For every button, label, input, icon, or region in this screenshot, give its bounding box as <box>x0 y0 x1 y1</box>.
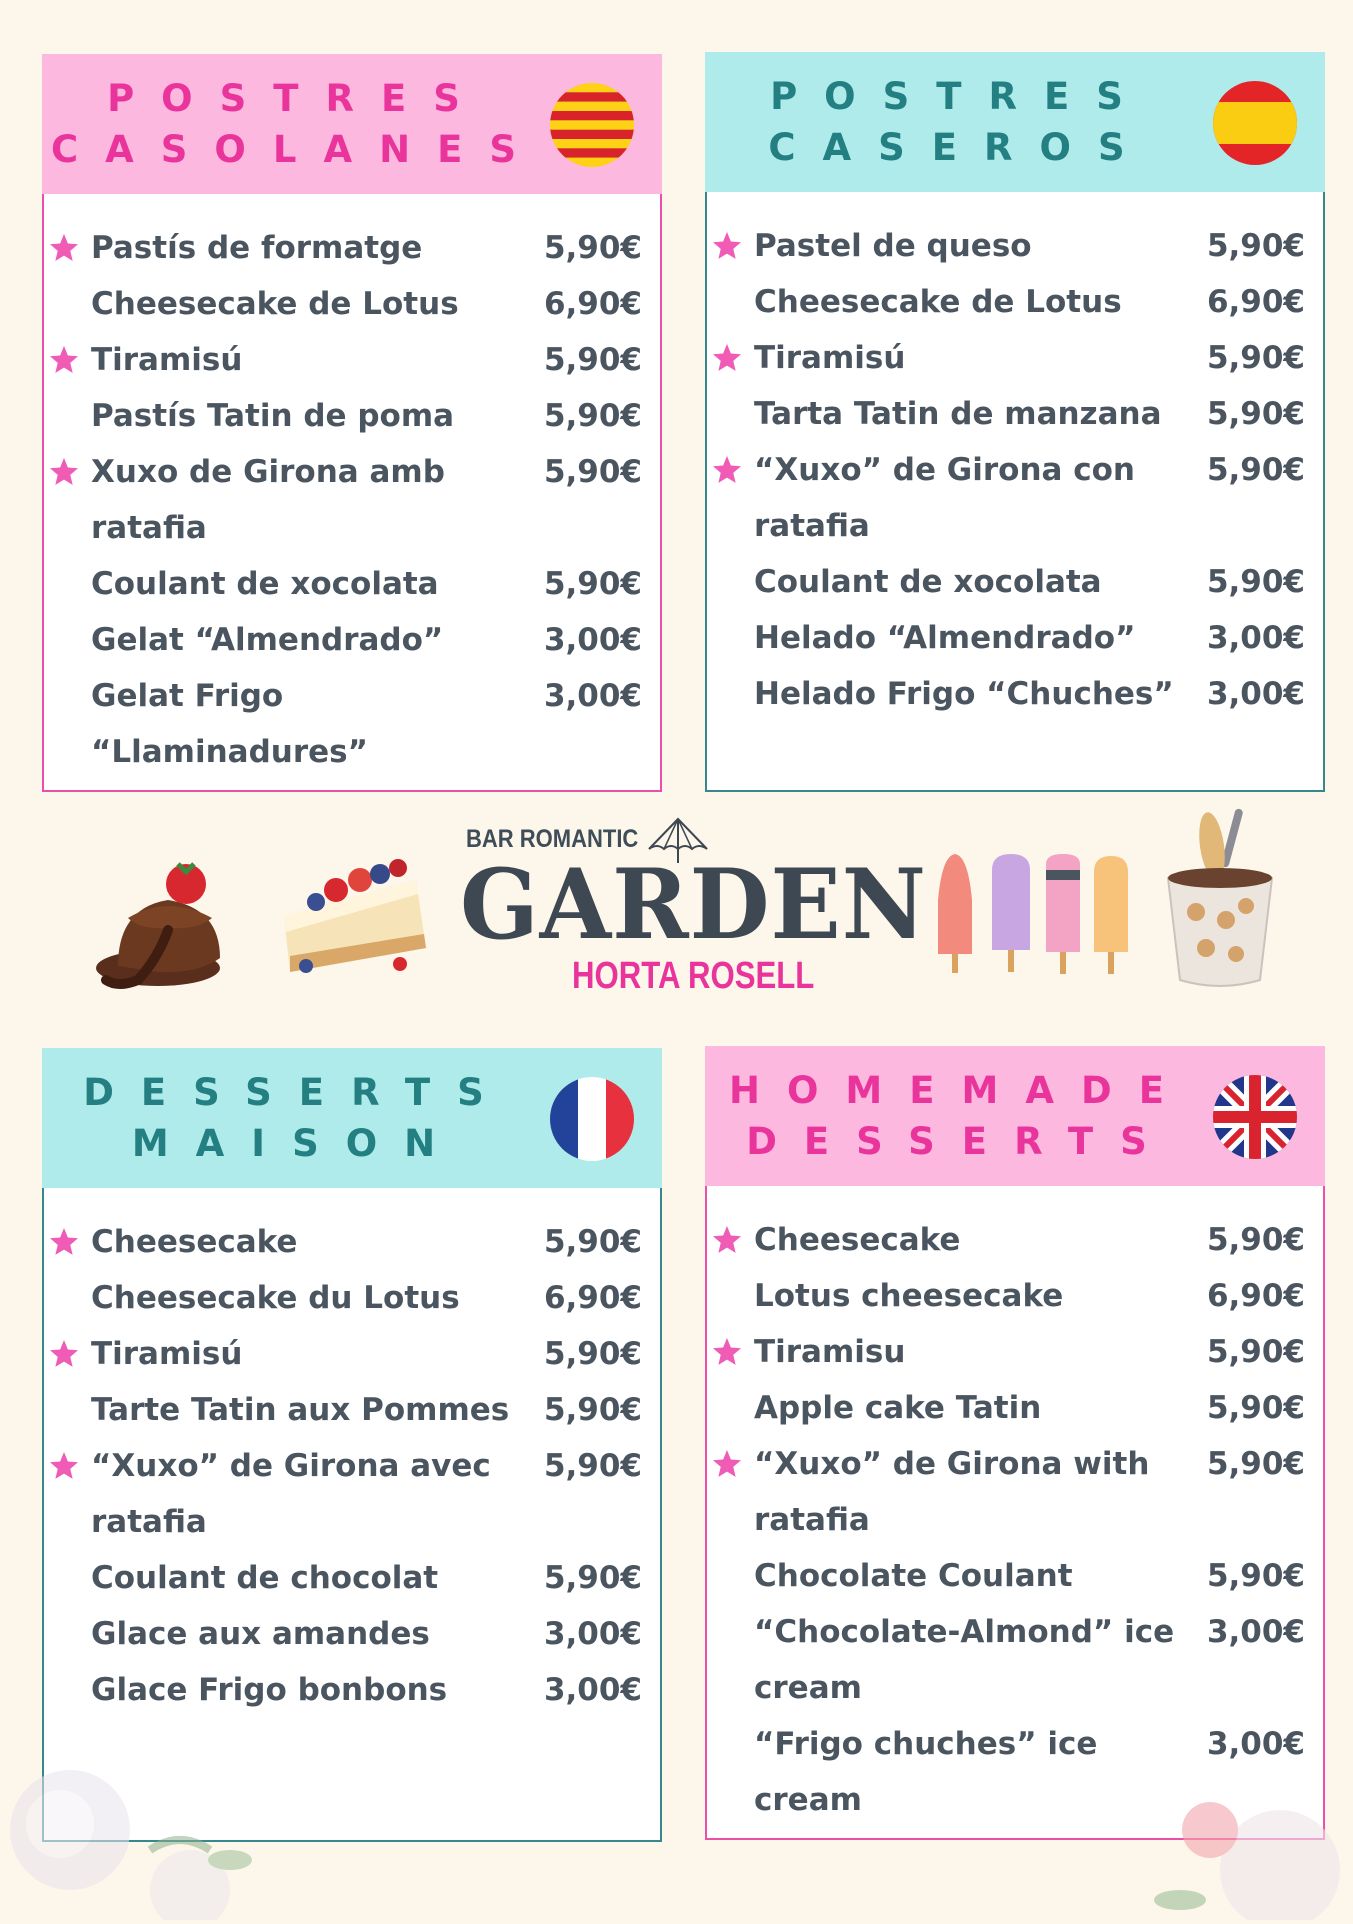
roses-decoration-icon <box>1150 1790 1353 1920</box>
menu-item-price: 5,90€ <box>1206 564 1305 600</box>
menu-item-price: 5,90€ <box>543 1392 642 1428</box>
menu-item-name: Tarte Tatin aux Pommes <box>91 1392 510 1428</box>
brand-subtitle: HORTA ROSELL <box>572 955 815 997</box>
menu-item-price: 3,00€ <box>543 622 642 658</box>
menu-item <box>707 1380 1323 1436</box>
menu-item-price: 5,90€ <box>1206 1390 1305 1426</box>
star-icon <box>48 456 80 488</box>
menu-item-name: “Chocolate-Almond” ice cream <box>754 1614 1175 1706</box>
menu-item-name: Coulant de chocolat <box>91 1560 439 1596</box>
brand-top-text: BAR ROMANTIC <box>466 825 639 853</box>
menu-item-name: Tiramisú <box>91 342 243 378</box>
menu-item-name: “Frigo chuches” ice cream <box>754 1726 1098 1818</box>
menu-item-name: Coulant de xocolata <box>91 566 439 602</box>
menu-item-price: 5,90€ <box>1206 396 1305 432</box>
panel-title-line1: HOMEMADE <box>729 1069 1191 1112</box>
menu-item-name: Lotus cheesecake <box>754 1278 1064 1314</box>
menu-item <box>44 1214 660 1270</box>
menu-item <box>44 276 660 332</box>
tiramisu-cup-icon <box>1160 802 1280 992</box>
menu-panel-catalan <box>42 54 662 792</box>
menu-item-name: Xuxo de Girona amb ratafia <box>91 454 445 546</box>
menu-item <box>44 220 660 276</box>
star-icon <box>48 1226 80 1258</box>
star-icon <box>48 232 80 264</box>
menu-item-name: Chocolate Coulant <box>754 1558 1073 1594</box>
star-icon <box>48 1338 80 1370</box>
french-flag-icon <box>550 1077 634 1161</box>
menu-item-name: “Xuxo” de Girona con ratafia <box>754 452 1135 544</box>
star-icon <box>711 454 743 486</box>
menu-item-name: “Xuxo” de Girona avec ratafia <box>91 1448 491 1540</box>
menu-item <box>44 1438 660 1550</box>
menu-item-name: Gelat Frigo “Llaminadures” <box>91 678 368 770</box>
spanish-flag-icon <box>1213 81 1297 165</box>
berry-cheesecake-icon <box>276 836 432 986</box>
menu-item-price: 6,90€ <box>1206 284 1305 320</box>
panel-header <box>42 1048 662 1188</box>
menu-item-price: 5,90€ <box>1206 1446 1305 1482</box>
menu-item-price: 5,90€ <box>1206 340 1305 376</box>
menu-panel-french <box>42 1048 662 1842</box>
menu-item <box>707 554 1323 610</box>
menu-item-name: Pastís Tatin de poma <box>91 398 455 434</box>
menu-item-price: 5,90€ <box>1206 1334 1305 1370</box>
menu-item <box>44 332 660 388</box>
menu-item-name: Glace aux amandes <box>91 1616 430 1652</box>
popsicles-icon <box>928 850 1138 975</box>
menu-item <box>707 1324 1323 1380</box>
menu-item-name: Pastel de queso <box>754 228 1032 264</box>
menu-item-price: 5,90€ <box>1206 1222 1305 1258</box>
menu-item-name: Coulant de xocolata <box>754 564 1102 600</box>
panel-title-line2: CASEROS <box>768 126 1152 169</box>
menu-item <box>707 386 1323 442</box>
menu-item <box>44 668 660 780</box>
panel-header <box>705 52 1325 192</box>
menu-item-price: 5,90€ <box>1206 228 1305 264</box>
menu-item <box>707 274 1323 330</box>
menu-item <box>44 612 660 668</box>
menu-item-name: Tiramisu <box>754 1334 906 1370</box>
menu-item-name: Cheesecake de Lotus <box>754 284 1122 320</box>
menu-item <box>44 1270 660 1326</box>
menu-list <box>705 1186 1325 1840</box>
menu-item-price: 3,00€ <box>543 1616 642 1652</box>
menu-item-price: 5,90€ <box>543 1448 642 1484</box>
star-icon <box>711 1224 743 1256</box>
menu-item <box>44 1662 660 1718</box>
menu-item-price: 5,90€ <box>543 1224 642 1260</box>
menu-list <box>705 192 1325 792</box>
menu-item <box>44 1382 660 1438</box>
catalan-flag-icon <box>550 83 634 167</box>
menu-item-price: 5,90€ <box>543 342 642 378</box>
menu-item-price: 5,90€ <box>543 1560 642 1596</box>
menu-item-price: 5,90€ <box>543 230 642 266</box>
panel-title-line2: MAISON <box>131 1122 463 1165</box>
menu-item <box>707 610 1323 666</box>
roses-decoration-icon <box>0 1740 270 1920</box>
menu-item <box>44 556 660 612</box>
menu-item-name: Cheesecake <box>91 1224 298 1260</box>
menu-item <box>44 444 660 556</box>
star-icon <box>48 1450 80 1482</box>
menu-item <box>44 1550 660 1606</box>
panel-header <box>705 1046 1325 1186</box>
menu-item-price: 3,00€ <box>1206 676 1305 712</box>
menu-item <box>707 1212 1323 1268</box>
menu-item-name: Cheesecake du Lotus <box>91 1280 460 1316</box>
star-icon <box>48 344 80 376</box>
star-icon <box>711 1336 743 1368</box>
menu-item <box>707 330 1323 386</box>
star-icon <box>711 1448 743 1480</box>
menu-item-name: Gelat “Almendrado” <box>91 622 444 658</box>
brand-name: GARDEN <box>460 848 927 961</box>
panel-header <box>42 54 662 194</box>
star-icon <box>711 342 743 374</box>
menu-item-name: Tarta Tatin de manzana <box>754 396 1162 432</box>
menu-item <box>707 218 1323 274</box>
chocolate-lava-cake-icon <box>88 838 248 998</box>
menu-item-price: 5,90€ <box>543 454 642 490</box>
menu-item-price: 3,00€ <box>543 678 642 714</box>
menu-item <box>707 1268 1323 1324</box>
menu-item-price: 5,90€ <box>543 1336 642 1372</box>
menu-item-name: Helado Frigo “Chuches” <box>754 676 1174 712</box>
menu-item-price: 5,90€ <box>543 398 642 434</box>
menu-item-price: 3,00€ <box>1206 1726 1305 1762</box>
menu-list <box>42 194 662 792</box>
menu-item-price: 5,90€ <box>543 566 642 602</box>
menu-item-price: 3,00€ <box>543 1672 642 1708</box>
menu-item-price: 6,90€ <box>1206 1278 1305 1314</box>
panel-title-line2: CASOLANES <box>51 128 543 171</box>
menu-item-name: Cheesecake de Lotus <box>91 286 459 322</box>
menu-item <box>707 1436 1323 1548</box>
menu-item-name: Pastís de formatge <box>91 230 423 266</box>
menu-item <box>44 1326 660 1382</box>
panel-title-line1: DESSERTS <box>83 1071 511 1114</box>
menu-item <box>707 442 1323 554</box>
menu-item-name: Apple cake Tatin <box>754 1390 1042 1426</box>
panel-title-line2: DESSERTS <box>746 1120 1174 1163</box>
menu-item-price: 6,90€ <box>543 1280 642 1316</box>
menu-panel-spanish <box>705 52 1325 792</box>
menu-item-price: 3,00€ <box>1206 620 1305 656</box>
menu-item-name: “Xuxo” de Girona with ratafia <box>754 1446 1150 1538</box>
menu-panel-english <box>705 1046 1325 1840</box>
menu-item-price: 5,90€ <box>1206 1558 1305 1594</box>
menu-item-name: Tiramisú <box>91 1336 243 1372</box>
panel-title-line1: POSTRES <box>107 77 487 120</box>
menu-item-name: Tiramisú <box>754 340 906 376</box>
menu-item <box>707 1604 1323 1716</box>
menu-item-price: 6,90€ <box>543 286 642 322</box>
panel-title-line1: POSTRES <box>770 75 1150 118</box>
menu-item-price: 3,00€ <box>1206 1614 1305 1650</box>
brand-logo <box>460 815 927 1005</box>
menu-item-price: 5,90€ <box>1206 452 1305 488</box>
menu-item-name: Cheesecake <box>754 1222 961 1258</box>
menu-item-name: Glace Frigo bonbons <box>91 1672 448 1708</box>
menu-item <box>44 388 660 444</box>
menu-item <box>707 666 1323 722</box>
menu-item-name: Helado “Almendrado” <box>754 620 1136 656</box>
uk-flag-icon <box>1213 1075 1297 1159</box>
menu-item <box>707 1548 1323 1604</box>
menu-item <box>44 1606 660 1662</box>
star-icon <box>711 230 743 262</box>
